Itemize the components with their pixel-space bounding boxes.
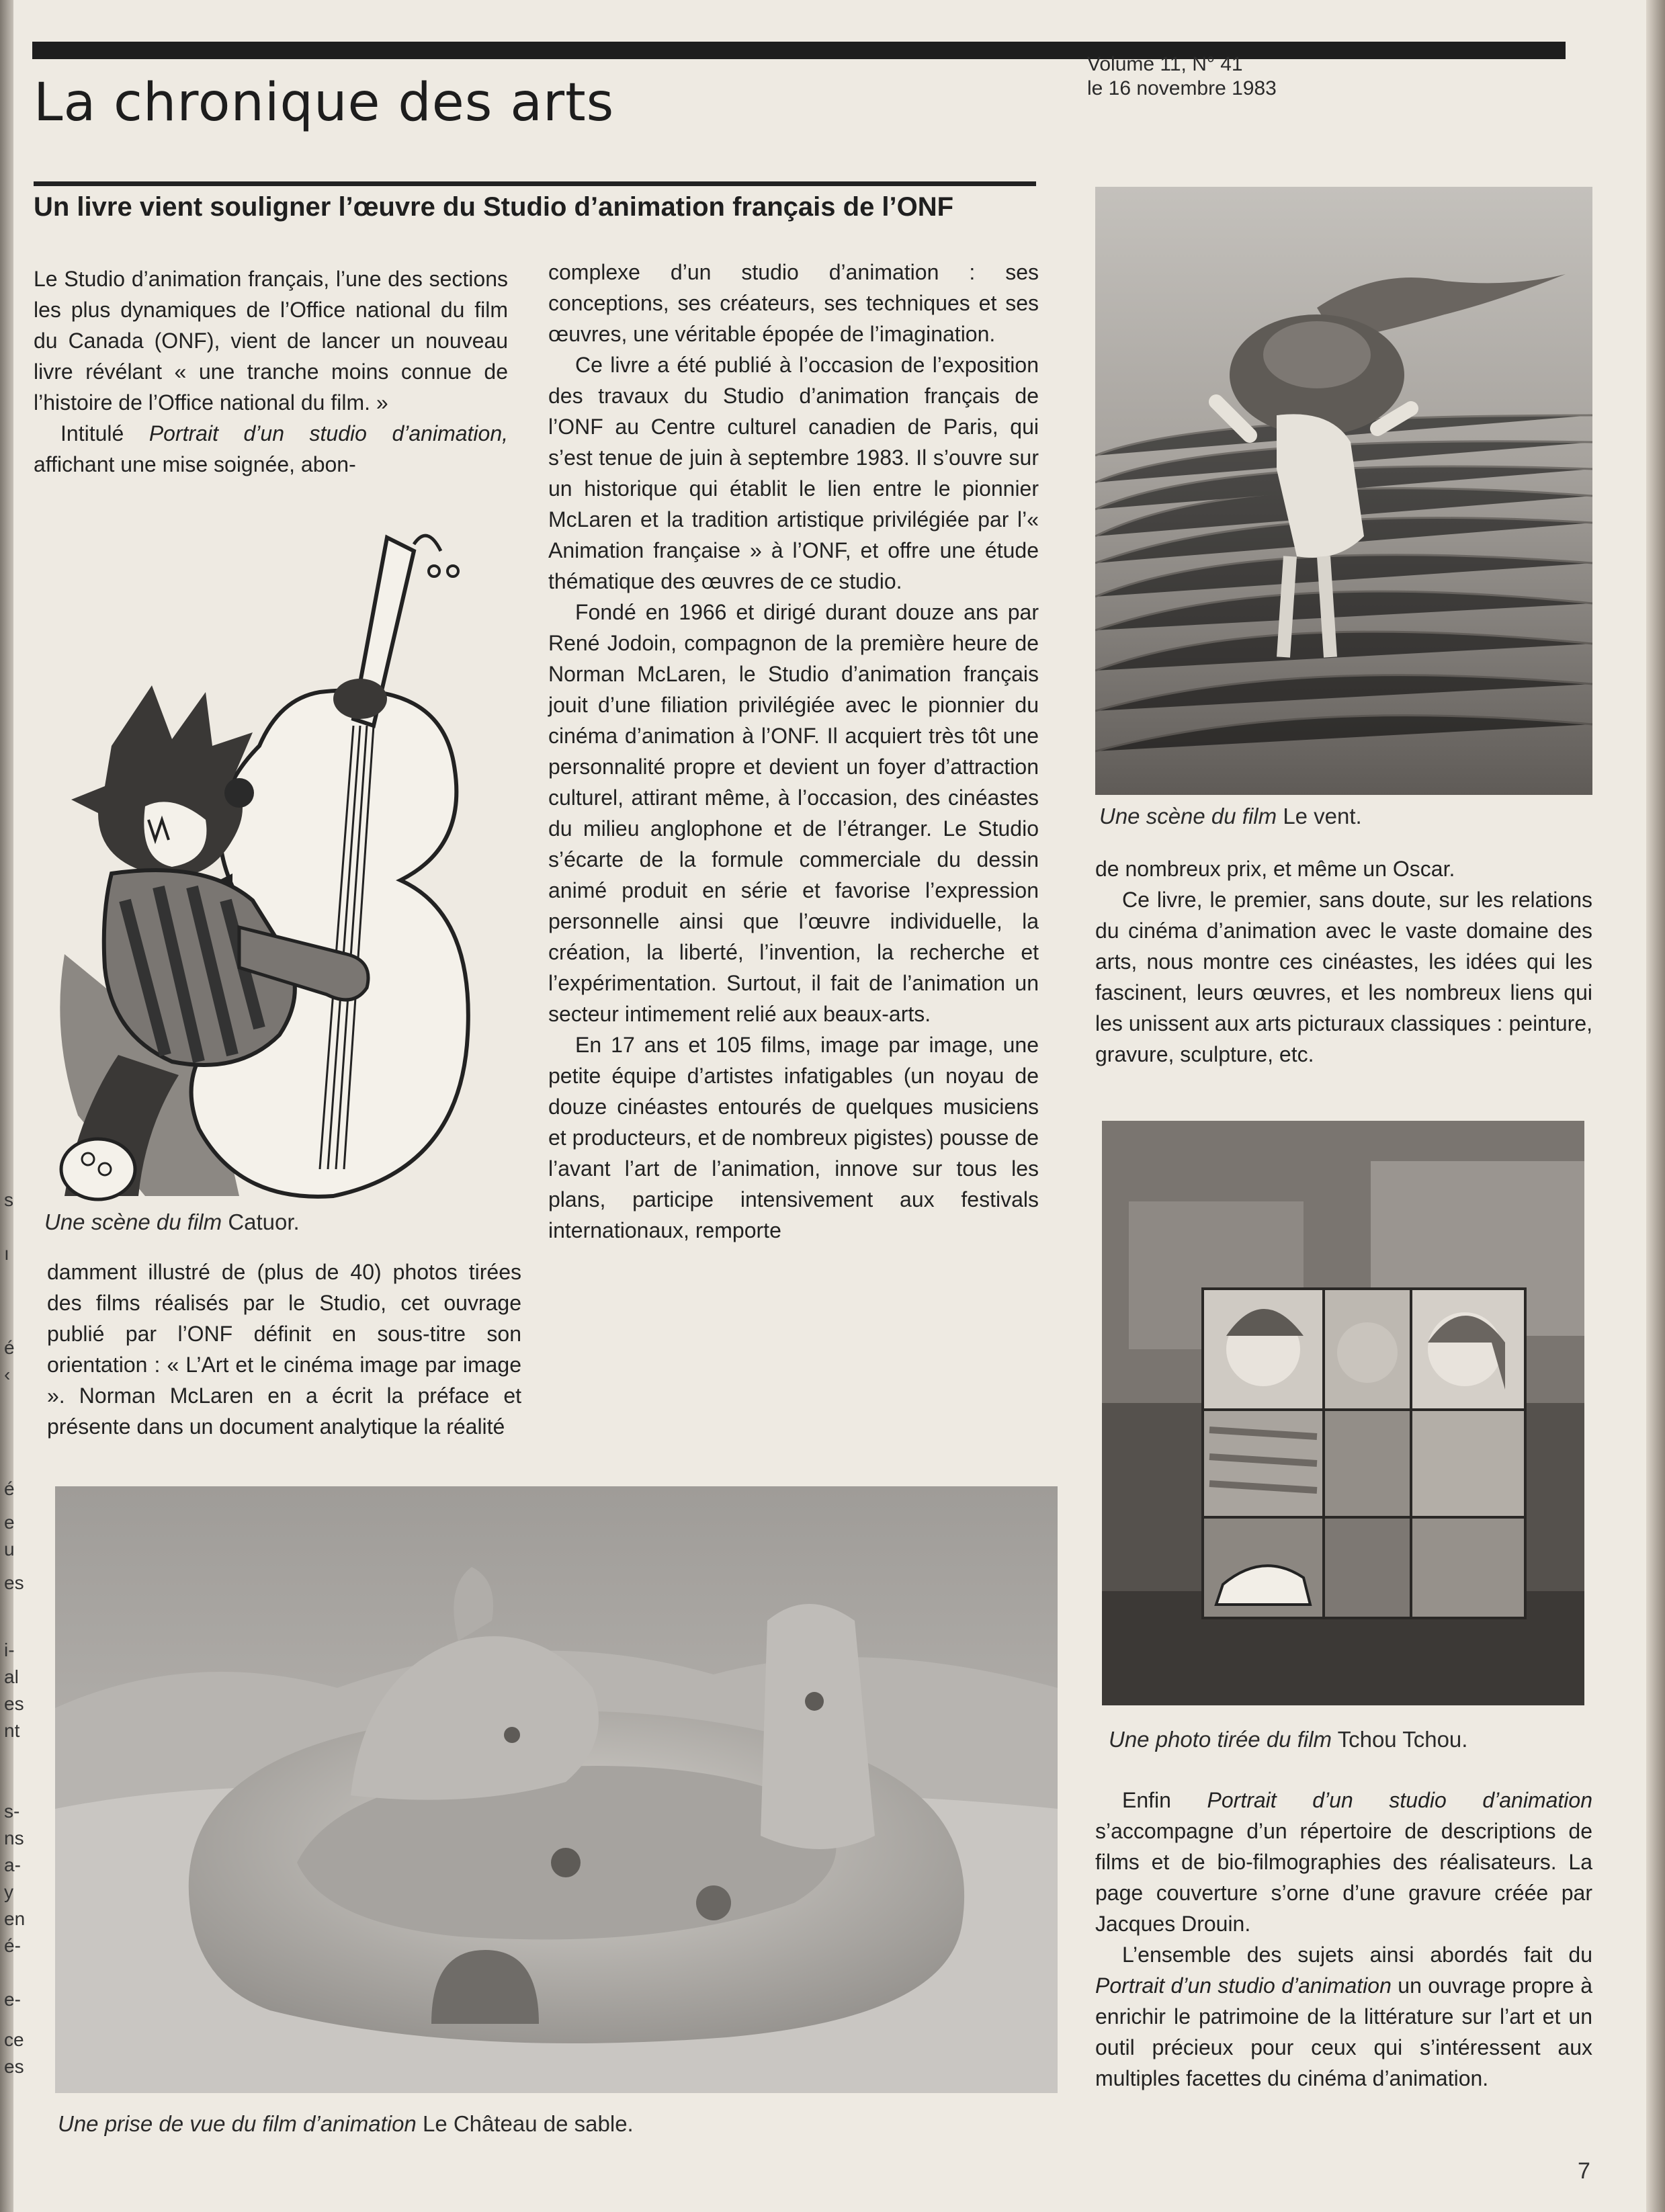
margin-fragment: u: [4, 1539, 15, 1560]
article-column-1-bottom: [47, 1257, 521, 1442]
tchou-tchou-photo: [1102, 1121, 1584, 1705]
margin-fragment: é: [4, 1478, 15, 1499]
margin-fragment: s: [4, 1189, 13, 1210]
article-column-3-bottom: [1095, 1785, 1592, 2094]
margin-fragment: a-: [4, 1855, 21, 1875]
caption-prefix: Une photo tirée du film: [1109, 1727, 1332, 1752]
margin-fragment: e-: [4, 1989, 21, 2010]
paragraph: [1095, 1939, 1592, 2094]
book-title: Portrait d’un studio d’animation: [1207, 1788, 1592, 1812]
caption-tchou-tchou: [1109, 1727, 1467, 1752]
text: Intitulé: [60, 421, 124, 445]
margin-fragment: i-: [4, 1640, 15, 1660]
paragraph: Fondé en 1966 et dirigé durant douze ans par René Jodoin, compagnon de la première heure de Norman McLaren, le Studio d’animation français jouit d’une filiation privilégiée avec le pionnier du cinéma d’animation à l’ONF. Il acquiert très tôt une personnalité propre et devient un foyer d’attraction culturel, attirant même, à l’occasion, des cinéastes du milieu anglophone et de l’étranger. Le Studio s’écarte de la formule commerciale du dessin animé produit en série et favorise l’expression personnelle ainsi que l’œuvre individuelle, la création, la liberté, l’invention, la recherche et l’expérimentation. Surtout, il fait de l’animation un secteur intimement relié aux beaux-arts.: [548, 600, 1039, 1026]
caption-film-title: Tchou Tchou.: [1337, 1727, 1468, 1752]
margin-fragment: e: [4, 1512, 15, 1533]
article-column-2: [548, 257, 1039, 1246]
catuor-illustration: [38, 524, 521, 1203]
article-headline: Un livre vient souligner l’œuvre du Studio d’animation français de l’ONF: [34, 192, 954, 222]
paragraph: complexe d’un studio d’animation : ses conceptions, ses créateurs, ses techniques et ses œuvres, une véritable épopée de l’imagination.: [548, 260, 1039, 346]
margin-fragment: é-: [4, 1935, 21, 1956]
margin-fragment: nt: [4, 1720, 20, 1741]
article-column-3-top: [1095, 853, 1592, 1070]
caption-prefix: Une scène du film: [1099, 804, 1277, 828]
page-right-edge: [1646, 0, 1665, 2212]
text: L’ensemble des sujets ainsi abordés fait du: [1122, 1943, 1592, 1967]
paragraph: [1095, 1785, 1592, 1939]
paragraph: de nombreux prix, et même un Oscar.: [1095, 857, 1455, 881]
header-rule: [32, 42, 1566, 59]
page-number: 7: [1578, 2158, 1590, 2184]
margin-fragment: al: [4, 1666, 19, 1687]
paragraph: Le Studio d’animation français, l’une des sections les plus dynamiques de l’Office national du film du Canada (ONF), vient de lancer un nouveau livre révélant « une tranche moins connue de l’histoire de l’Office national du film. »: [34, 267, 508, 415]
caption-film-title: Le Château de sable.: [422, 2111, 634, 2136]
article-column-1-top: [34, 263, 508, 480]
page-left-edge: [0, 0, 13, 2212]
margin-fragment: ce: [4, 2029, 24, 2050]
le-vent-still: [1095, 187, 1592, 795]
issue-info: [1087, 52, 1277, 101]
volume-number: Volume 11, N° 41: [1087, 53, 1243, 75]
paragraph: damment illustré de (plus de 40) photos tirées des films réalisés par le Studio, cet ouvrage publié par l’ONF définit en sous-titre son orientation : « L’Art et le cinéma image par image ». Norman McLaren en a écrit la préface et présente dans un document analytique la réalité: [47, 1260, 521, 1439]
caption-chateau-de-sable: [58, 2111, 634, 2137]
chateau-de-sable-still: [55, 1486, 1058, 2093]
paragraph: [34, 418, 508, 480]
paragraph: Ce livre, le premier, sans doute, sur les relations du cinéma d’animation avec le vaste domaine des arts, nous montre ces cinéastes, les idées qui les fascinent, leurs œuvres, et les nombreux liens qui les unissent aux arts picturaux classiques : peinture, gravure, sculpture, etc.: [1095, 888, 1592, 1066]
paragraph: En 17 ans et 105 films, image par image, une petite équipe d’artistes infatigables (un noyau de douze cinéastes entourés de quelques musiciens et producteurs, et de nombreux pigistes) pousse de l’avant l’art de l’animation, innove sur tous les plans, participe intensivement aux festivals internationaux, remporte: [548, 1033, 1039, 1242]
margin-fragment: es: [4, 1693, 24, 1714]
paragraph: Ce livre a été publié à l’occasion de l’exposition des travaux du Studio d’animation français de l’ONF au Centre culturel canadien de Paris, qui s’est tenue de juin à septembre 1983. Il s’ouvre sur un historique qui établit le lien entre le pionnier McLaren et la tradition artistique privilégiée par l’« Animation française » à l’ONF, et offre une étude thématique des œuvres de ce studio.: [548, 353, 1039, 593]
caption-prefix: Une prise de vue du film d’animation: [58, 2111, 417, 2136]
margin-fragment: es: [4, 2056, 24, 2077]
caption-film-title: Catuor.: [228, 1209, 300, 1234]
text: Enfin: [1122, 1788, 1171, 1812]
caption-prefix: Une scène du film: [44, 1209, 222, 1234]
section-title: La chronique des arts: [34, 73, 615, 133]
issue-date: le 16 novembre 1983: [1087, 77, 1277, 99]
margin-fragment: es: [4, 1572, 24, 1593]
text: un ouvrage propre à enrichir le patrimoine de la littérature sur l’art et un outil précieux pour ceux qui s’intéressent aux multiples facettes du cinéma d’animation.: [1095, 1973, 1593, 2090]
margin-fragment: en: [4, 1908, 26, 1929]
caption-catuor: [44, 1209, 300, 1235]
margin-fragment: y: [4, 1881, 13, 1902]
book-title: Portrait d’un studio d’animation: [1095, 1973, 1392, 1998]
margin-fragment: s-: [4, 1801, 20, 1822]
headline-rule: [34, 181, 1036, 186]
margin-fragment: é: [4, 1337, 15, 1358]
margin-fragment: ns: [4, 1828, 24, 1848]
caption-le-vent: [1099, 804, 1362, 829]
margin-fragment: ı: [4, 1243, 9, 1264]
margin-fragment: ‹: [4, 1364, 11, 1385]
caption-film-title: Le vent.: [1283, 804, 1362, 828]
text: s’accompagne d’un répertoire de descriptions de films et de bio-filmographies des réalisateurs. La page couverture s’orne d’une gravure créée par Jacques Drouin.: [1095, 1819, 1592, 1936]
book-title: Portrait d’un studio d’animation,: [148, 421, 509, 445]
text: affichant une mise soignée, abon-: [34, 452, 356, 476]
